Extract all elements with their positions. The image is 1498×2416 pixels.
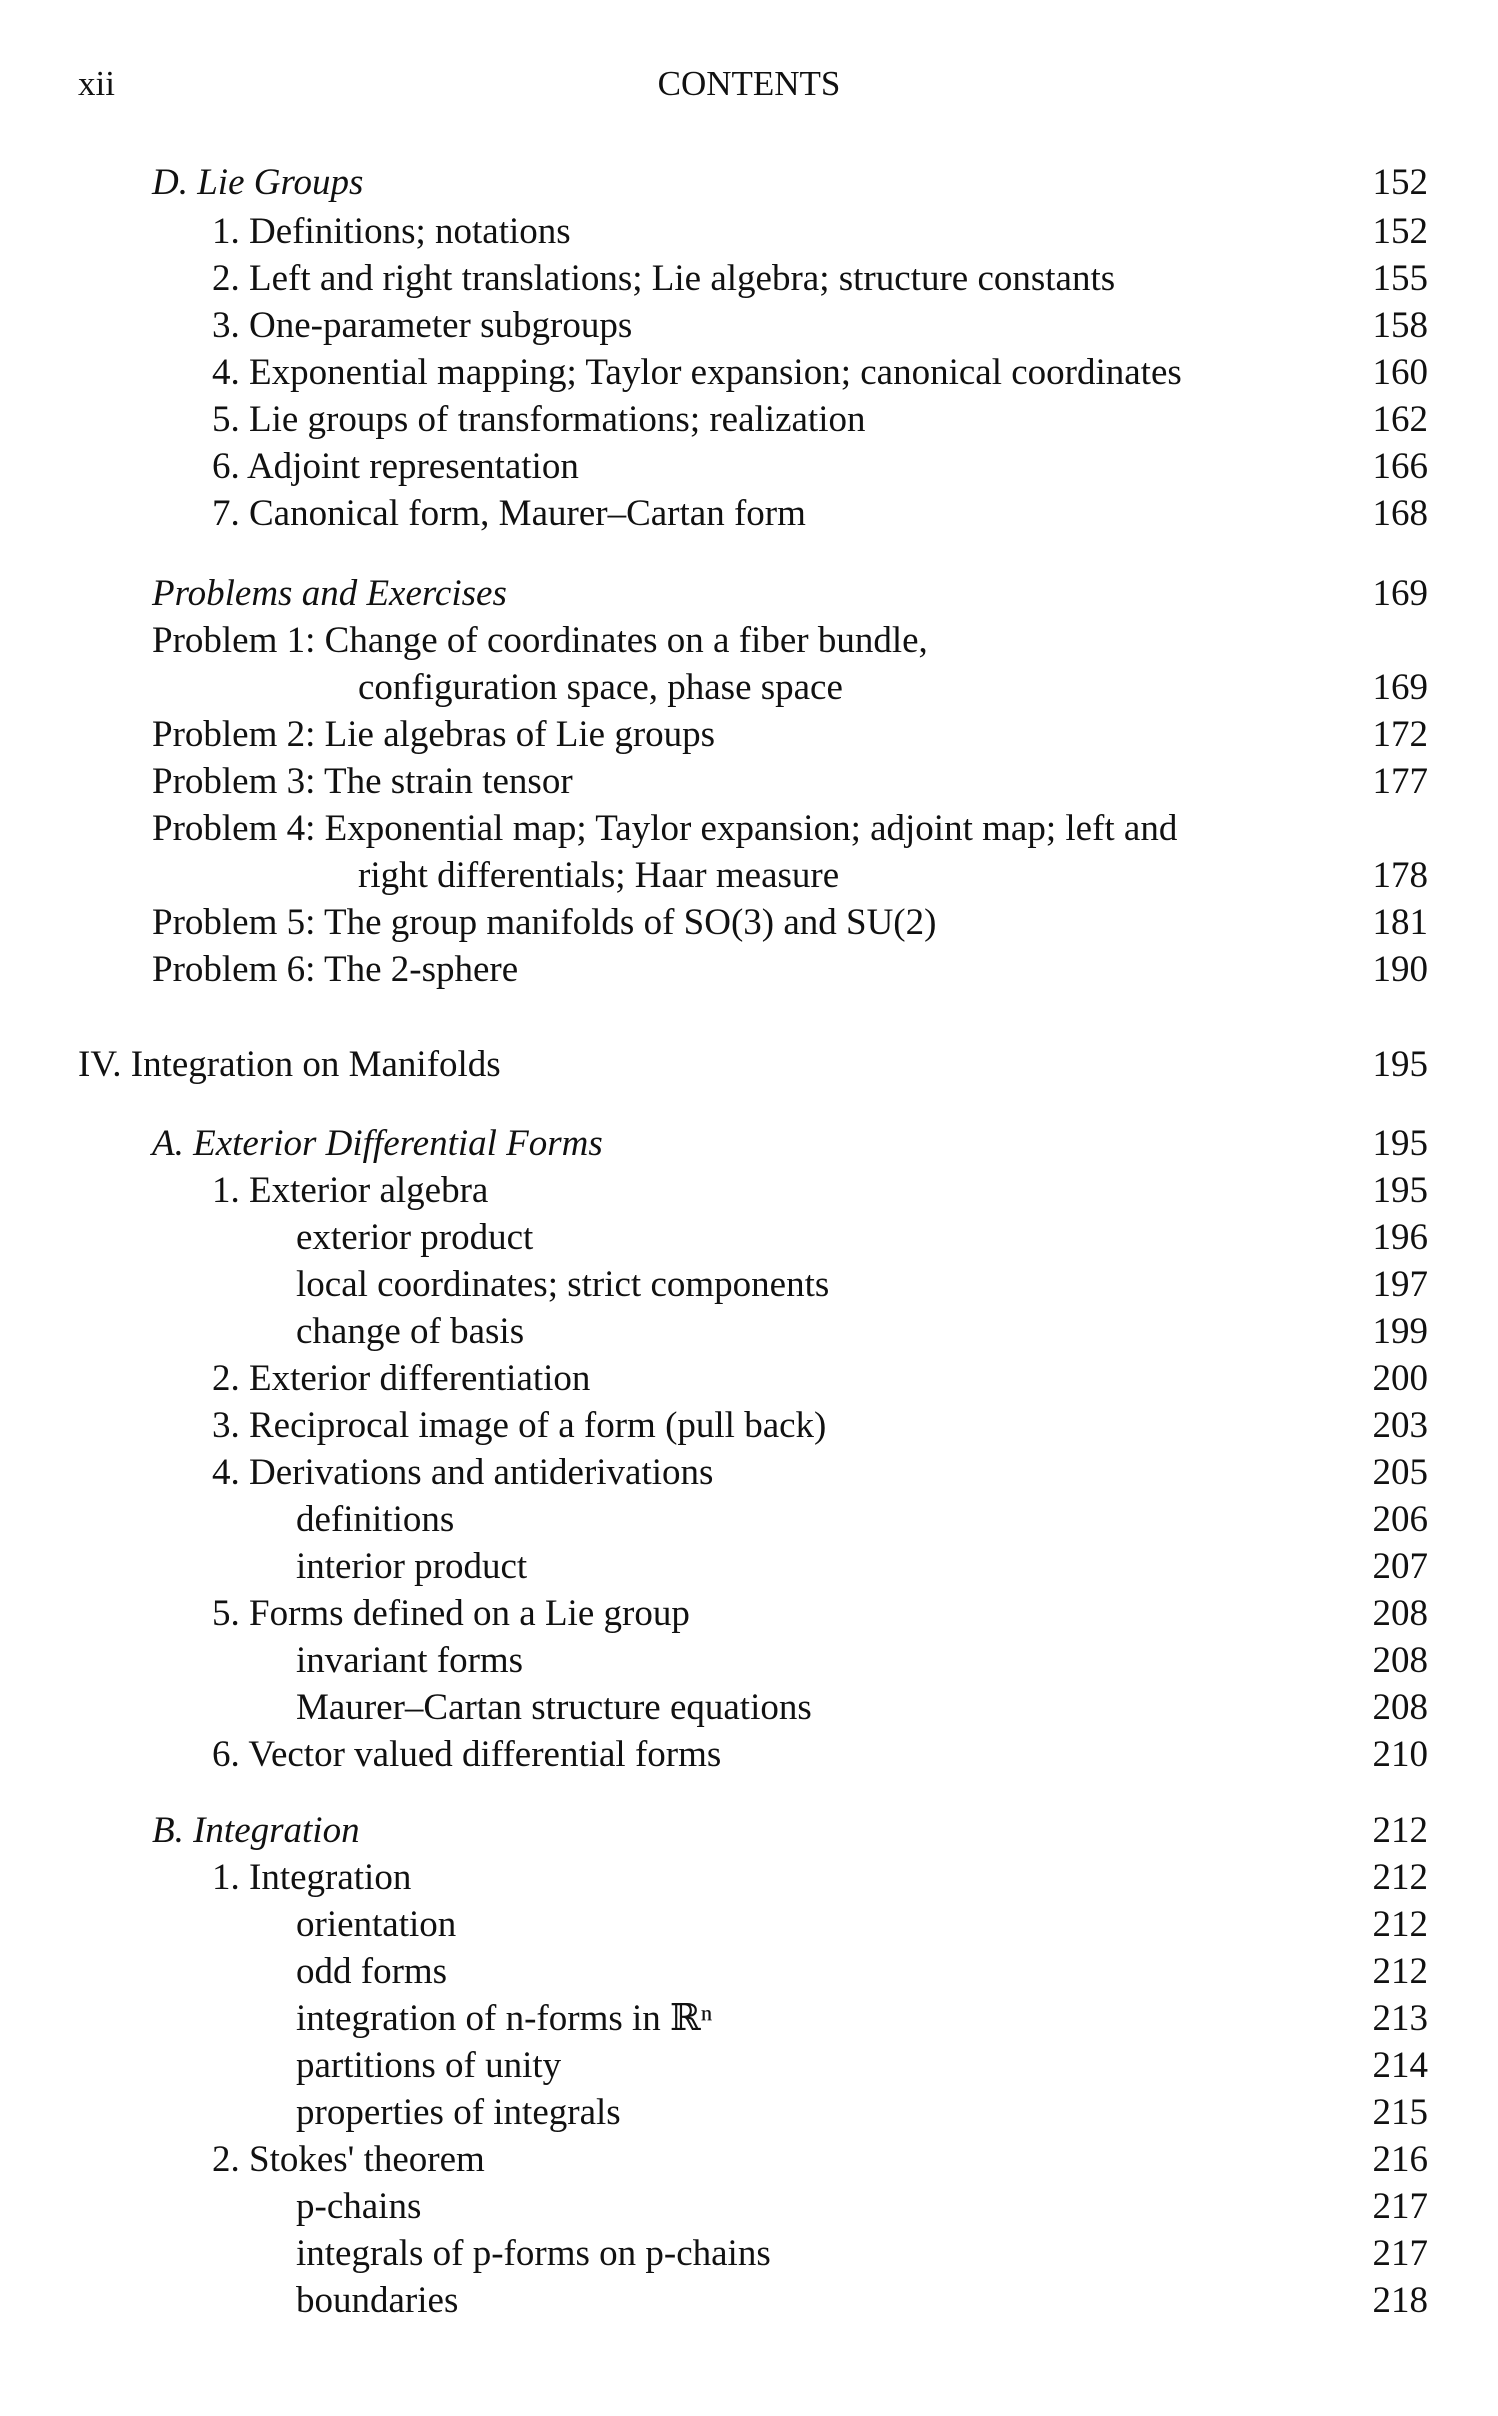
toc-entry-title: 6. Adjoint representation [212,446,579,487]
toc-entry-page: 172 [1372,714,1428,755]
toc-entry-page: 212 [1372,1810,1428,1851]
toc-entry [0,397,1498,443]
toc-entry [0,2137,1498,2183]
toc-entry-title: partitions of unity [296,2045,562,2086]
toc-entry-title: Problem 3: The strain tensor [152,761,573,802]
toc-entry-page: 190 [1372,949,1428,990]
toc-entry-page: 195 [1372,1170,1428,1211]
toc-entry-title: properties of integrals [296,2092,621,2133]
toc-entry [0,2231,1498,2277]
toc-entry [0,1121,1498,1167]
toc-entry-page: 155 [1372,258,1428,299]
toc-entry-page: 207 [1372,1546,1428,1587]
toc-entry [0,1685,1498,1731]
toc-entry-title: change of basis [296,1311,525,1352]
toc-entry [0,1591,1498,1637]
toc-entry-page: 210 [1372,1734,1428,1775]
toc-entry-title: Problems and Exercises [152,573,507,614]
toc-entry-page: 208 [1372,1687,1428,1728]
toc-entry-page: 208 [1372,1640,1428,1681]
toc-entry [0,618,1498,664]
toc-entry [0,1450,1498,1496]
toc-entry-title: Problem 6: The 2-sphere [152,949,519,990]
toc-entry-title: 1. Integration [212,1857,412,1898]
toc-entry-page: 195 [1372,1044,1428,1085]
toc-entry-title: integration of n-forms in ℝⁿ [296,1998,713,2039]
toc-entry [0,1356,1498,1402]
toc-entry [0,853,1498,899]
toc-entry-page: 197 [1372,1264,1428,1305]
toc-entry [0,350,1498,396]
toc-entry-title: 2. Exterior differentiation [212,1358,591,1399]
toc-entry-title: right differentials; Haar measure [358,855,840,896]
toc-entry-title: boundaries [296,2280,459,2321]
toc-entry-page: 217 [1372,2186,1428,2227]
toc-entry-title: 2. Stokes' theorem [212,2139,485,2180]
toc-entry [0,160,1498,206]
toc-entry-page: 169 [1372,573,1428,614]
toc-entry-page: 208 [1372,1593,1428,1634]
toc-entry [0,900,1498,946]
toc-entry-page: 152 [1372,162,1428,203]
toc-entry-title: 4. Exponential mapping; Taylor expansion; canonical coordinates [212,352,1182,393]
toc-entry [0,806,1498,852]
toc-entry-page: 162 [1372,399,1428,440]
toc-entry [0,491,1498,537]
toc-entry-page: 212 [1372,1904,1428,1945]
toc-entry-page: 203 [1372,1405,1428,1446]
toc-entry-title: 3. Reciprocal image of a form (pull back) [212,1405,827,1446]
toc-entry-title: integrals of p-forms on p-chains [296,2233,771,2274]
toc-entry-page: 217 [1372,2233,1428,2274]
toc-entry-page: 196 [1372,1217,1428,1258]
toc-entry [0,209,1498,255]
toc-entry-title: B. Integration [152,1810,360,1851]
toc-entry-title: exterior product [296,1217,534,1258]
toc-entry-title: invariant forms [296,1640,524,1681]
toc-entry-page: 214 [1372,2045,1428,2086]
toc-entry-title: configuration space, phase space [358,667,843,708]
toc-entry-page: 152 [1372,211,1428,252]
running-head: CONTENTS [657,64,841,103]
toc-entry [0,712,1498,758]
toc-entry-title: D. Lie Groups [152,162,364,203]
toc-entry-title: 5. Lie groups of transformations; realization [212,399,866,440]
toc-entry-title: Problem 5: The group manifolds of SO(3) and SU(2) [152,902,937,943]
toc-entry-page: 216 [1372,2139,1428,2180]
toc-entry-page: 158 [1372,305,1428,346]
toc-entry-title: 6. Vector valued differential forms [212,1734,722,1775]
toc-entry-title: 4. Derivations and antiderivations [212,1452,714,1493]
toc-entry-title: local coordinates; strict components [296,1264,830,1305]
toc-entry [0,1262,1498,1308]
toc-entry-page: 199 [1372,1311,1428,1352]
toc-entry-page: 166 [1372,446,1428,487]
toc-entry-title: interior product [296,1546,528,1587]
toc-entry-page: 213 [1372,1998,1428,2039]
toc-entry-page: 206 [1372,1499,1428,1540]
toc-entry [0,1808,1498,1854]
toc-entry [0,1638,1498,1684]
toc-entry [0,303,1498,349]
toc-entry-page: 215 [1372,2092,1428,2133]
toc-entry-title: orientation [296,1904,457,1945]
toc-entry-page: 195 [1372,1123,1428,1164]
toc-entry-page: 218 [1372,2280,1428,2321]
toc-entry-title: odd forms [296,1951,448,1992]
toc-entry [0,1403,1498,1449]
toc-entry-page: 177 [1372,761,1428,802]
toc-entry [0,2090,1498,2136]
toc-entry [0,2278,1498,2324]
toc-entry-page: 205 [1372,1452,1428,1493]
toc-entry-page: 169 [1372,667,1428,708]
toc-entry [0,2184,1498,2230]
toc-entry [0,1996,1498,2042]
toc-entry [0,759,1498,805]
toc-entry-title: 2. Left and right translations; Lie algebra; structure constants [212,258,1116,299]
toc-entry [0,444,1498,490]
toc-entry-title: 5. Forms defined on a Lie group [212,1593,690,1634]
toc-entry [0,1042,1498,1088]
toc-entry [0,1544,1498,1590]
toc-entry-title: Problem 2: Lie algebras of Lie groups [152,714,716,755]
toc-entry-page: 200 [1372,1358,1428,1399]
toc-entry-title: A. Exterior Differential Forms [152,1123,603,1164]
toc-entry [0,1309,1498,1355]
toc-entry [0,1732,1498,1778]
toc-entry [0,1902,1498,1948]
toc-entry [0,1215,1498,1261]
toc-entry-page: 181 [1372,902,1428,943]
toc-entry [0,1855,1498,1901]
toc-entry-page: 212 [1372,1857,1428,1898]
toc-entry-title: 7. Canonical form, Maurer–Cartan form [212,493,806,534]
toc-entry-title: 1. Definitions; notations [212,211,571,252]
toc-entry-title: Problem 1: Change of coordinates on a fiber bundle, [152,620,928,661]
toc-entry-page: 212 [1372,1951,1428,1992]
toc-entry-title: IV. Integration on Manifolds [78,1044,501,1085]
toc-entry-title: Problem 4: Exponential map; Taylor expansion; adjoint map; left and [152,808,1178,849]
toc-entry [0,1497,1498,1543]
toc-entry [0,1949,1498,1995]
toc-entry-page: 178 [1372,855,1428,896]
page-number: xii [78,64,115,103]
toc-entry-title: 1. Exterior algebra [212,1170,489,1211]
toc-entry-page: 168 [1372,493,1428,534]
toc-entry [0,665,1498,711]
toc-entry [0,1168,1498,1214]
toc-entry-title: 3. One-parameter subgroups [212,305,633,346]
toc-entry-page: 160 [1372,352,1428,393]
toc-entry-title: Maurer–Cartan structure equations [296,1687,812,1728]
toc-entry-title: p-chains [296,2186,422,2227]
toc-entry-title: definitions [296,1499,455,1540]
toc-entry [0,256,1498,302]
toc-entry [0,947,1498,993]
toc-entry [0,571,1498,617]
toc-entry [0,2043,1498,2089]
